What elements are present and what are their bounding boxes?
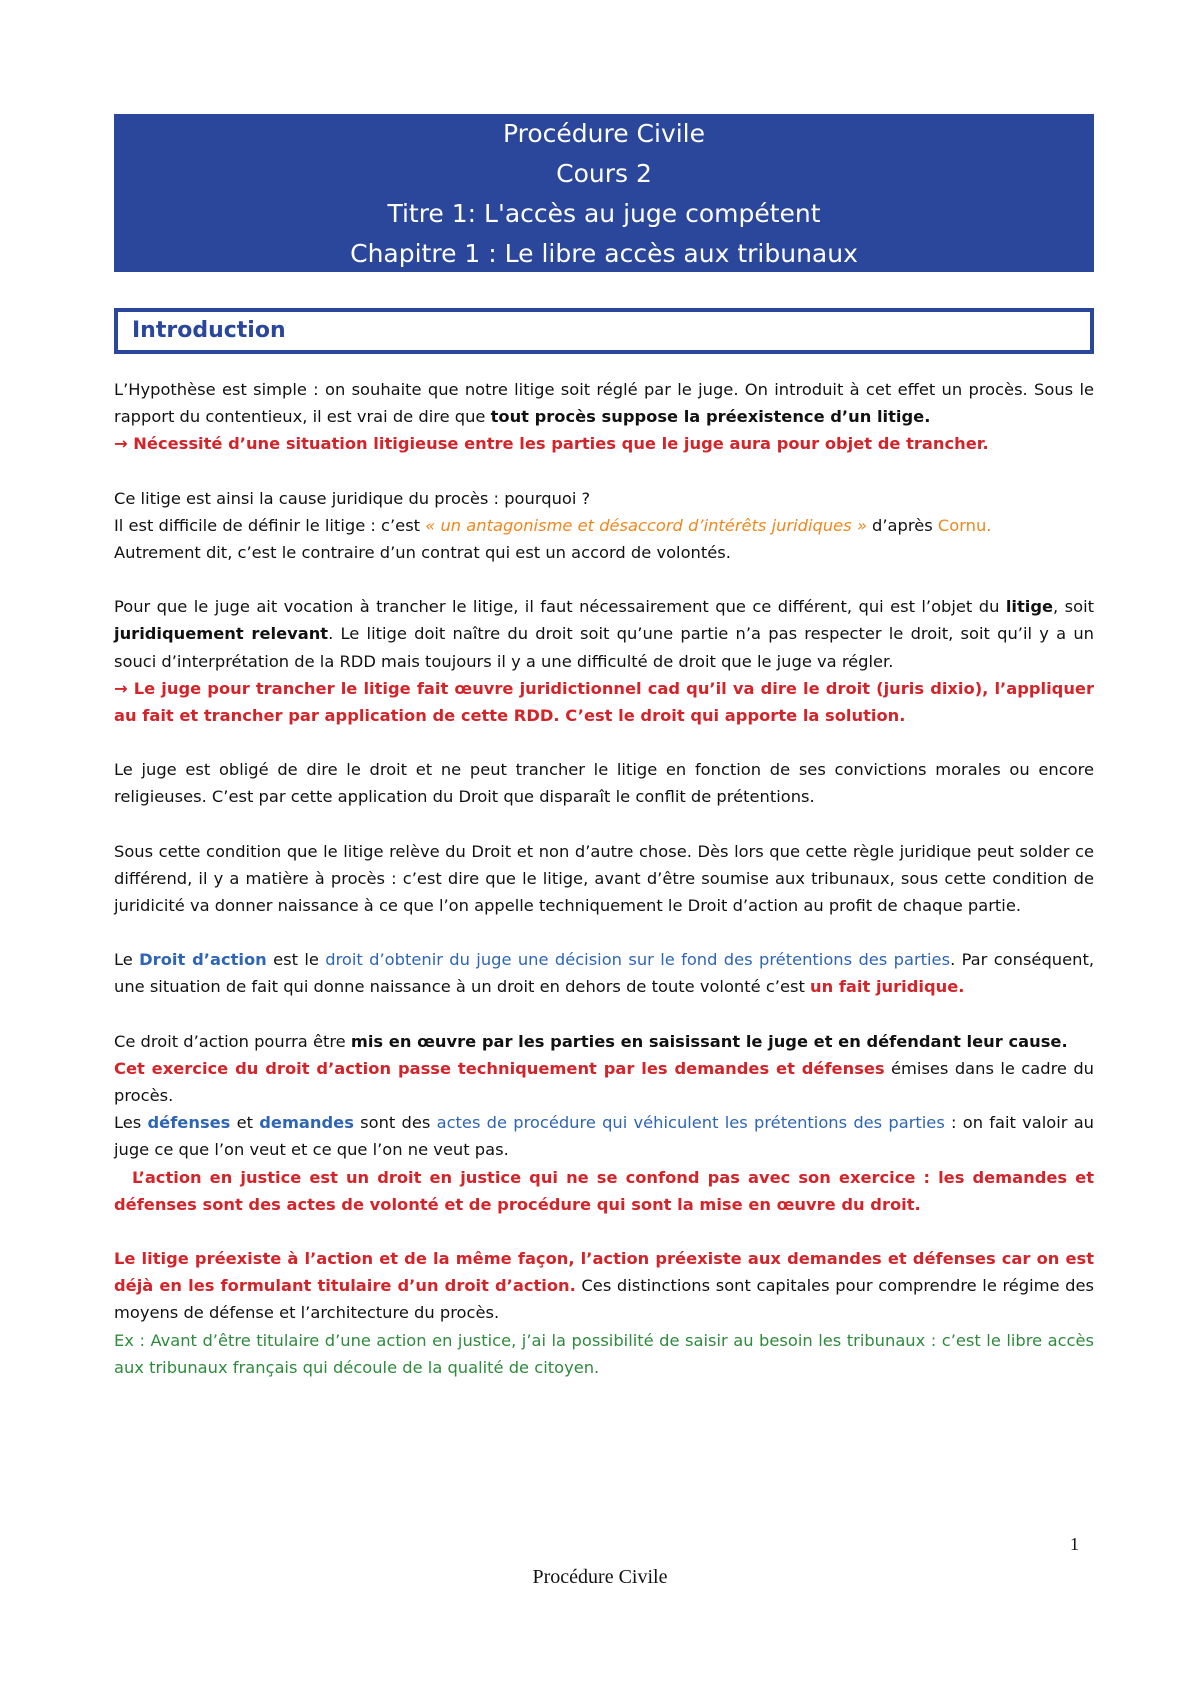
paragraph-4: Le juge est obligé de dire le droit et ne peut trancher le litige en fonction de ses convictions morales ou encore religieuses. C’est par cette application du Droit que disparaît le conflit de prétentions. [114,760,1094,807]
p7-text: Ce droit d’action pourra être [114,1031,351,1051]
p7-defenses: défenses [147,1113,231,1133]
p7-text3: Les [114,1113,148,1133]
paragraph-7-conclusion: L’action en justice est un droit en justice qui ne se confond pas avec son exercice : les demandes et défenses sont des actes de volonté et de procédure qui sont la mise en œuvre du droit. [114,1167,1094,1214]
p2-author: Cornu. [937,515,992,535]
title-lesson: Cours 2 [556,159,652,188]
p7-demandes: demandes [259,1113,354,1133]
paragraph-2-end: Autrement dit, c’est le contraire d’un contrat qui est un accord de volontés. [114,543,731,563]
page-footer: Procédure Civile [532,1566,668,1588]
p6-text2: est le [266,950,326,970]
p6-text: Le [114,950,140,970]
p3-text: Pour que le juge ait vocation à trancher le litige, il faut nécessairement que ce différent, qui est l’objet du [114,597,1006,617]
p7-period: . [1061,1031,1068,1051]
paragraph-1-conclusion: → Nécessité d’une situation litigieuse entre les parties que le juge aura pour objet de trancher. [114,434,989,454]
title-course: Procédure Civile [502,119,706,148]
paragraph-7-exercise [114,1055,1094,1109]
p6-fait-juridique: un fait juridique. [810,977,965,997]
p6-term: Droit d’action [139,950,267,970]
p6-definition: droit d’obtenir du juge une décision sur le fond des prétentions des parties [325,950,951,970]
p7-text5: : on fait valoir au juge ce que l’on veut et ce que l’on ne veut pas. [114,1113,1094,1160]
p3-text2: , soit [1053,597,1094,617]
p3-text3: . Le litige doit naître du droit soit qu’une partie n’a pas respecter le droit, soit qu’il y a un souci d’interprétation de la RDD mais toujours il y a une difficulté de droit que le juge va régler. [114,624,1094,671]
p1-text: L’Hypothèse est simple : on souhaite que notre litige soit réglé par le juge. On introduit à cet effet un procès. Sous le rapport du contentieux, il est vrai de dire que [114,380,1094,427]
paragraph-5: Sous cette condition que le litige relève du Droit et non d’autre chose. Dès lors que cette règle juridique peut solder ce différend, il y a matière à procès : c’est dire que le litige, avant d’être soumise aux tribunaux, sous cette condition de juridicité va donner naissance à ce que l’on appelle techniquement le Droit d’action au profit de chaque partie. [114,841,1094,916]
paragraph-3 [114,593,1094,675]
paragraph-7-acts [114,1109,1094,1163]
p2-text2: d’après [866,515,938,535]
paragraph-8-example: Ex : Avant d’être titulaire d’une action en justice, j’ai la possibilité de saisir au besoin les tribunaux : c’est le libre accès aux tribunaux français qui découle de la qualité de citoyen. [114,1330,1094,1377]
p7-red-bold: Cet exercice du droit d’action passe techniquement par les demandes et défenses [114,1058,885,1078]
p7-acts-definition: actes de procédure qui véhiculent les prétentions des parties [436,1113,945,1133]
title-section: Titre 1: L'accès au juge compétent [387,199,821,228]
p7-bold: mis en œuvre par les parties en saisissant le juge et en défendant leur cause [350,1031,1062,1051]
document-body [114,376,1094,1381]
p7-text4: sont des [353,1113,437,1133]
p8-text: Ces distinctions sont capitales pour comprendre le régime des moyens de défense et l’architecture du procès. [114,1276,1094,1323]
p2-quote: « un antagonisme et désaccord d’intérêts juridiques » [425,515,867,535]
document-title-box [114,114,1094,272]
p1-period: . [924,407,931,427]
p8-red-bold: Le litige préexiste à l’action et de la même façon, l’action préexiste aux demandes et défenses car on est déjà en les formulant titulaire d’un droit d’action. [114,1249,1094,1296]
p2-text: Il est difficile de définir le litige : c’est [114,515,426,535]
p1-bold: tout procès suppose la préexistence d’un litige [490,407,925,427]
p3-bold-litige: litige [1005,597,1054,617]
title-chapter: Chapitre 1 : Le libre accès aux tribunaux [350,239,858,268]
paragraph-3-conclusion: → Le juge pour trancher le litige fait œuvre juridictionnel cad qu’il va dire le droit (juris dixio), l’appliquer au fait et trancher par application de cette RDD. C’est le droit qui apporte la solution. [114,678,1094,726]
p7-text2: émises dans le cadre du procès. [114,1058,1094,1106]
paragraph-1 [114,376,1094,430]
section-heading-introduction: Introduction [114,308,1094,354]
page-number: 1 [1070,1534,1079,1554]
paragraph-8 [114,1245,1094,1327]
paragraph-2-question: Ce litige est ainsi la cause juridique du procès : pourquoi ? [114,488,591,508]
p7-et: et [230,1113,260,1133]
paragraph-6 [114,946,1094,1000]
p6-text3: . Par conséquent, une situation de fait qui donne naissance à un droit en dehors de toute volonté c’est [114,950,1094,997]
paragraph-7 [114,1028,1094,1055]
p3-bold-relevant: juridiquement relevant [114,624,329,644]
paragraph-2 [114,512,1094,539]
